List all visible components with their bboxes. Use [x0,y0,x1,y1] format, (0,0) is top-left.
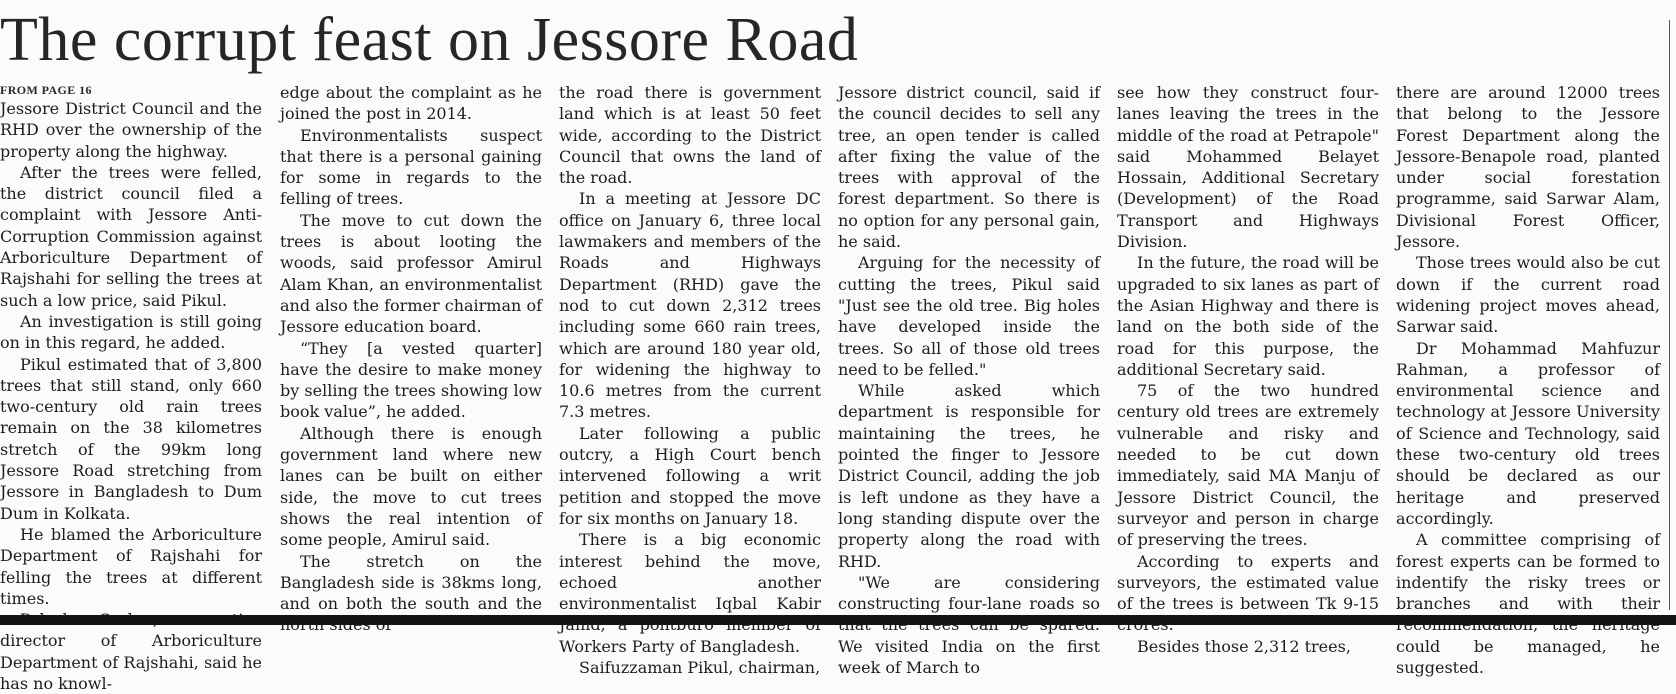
paragraph: There is a big economic interest behind the move, echoed another environmentalist Iqbal Kabir Workers Party of Bangladesh. [559,530,821,656]
paragraph: After the trees were felled, the district council filed a complaint with Jessore Anti-Corruption Commission against Arboriculture Department of Rajshahi for selling the trees at such a low price, said Pikul. [0,162,262,310]
paragraph: edge about the complaint as he joined the post in 2014. [280,83,542,124]
column-2 [280,82,542,612]
paragraph: Although there is enough government land where new lanes can be built on either side, the move to cut trees shows the real intention of some people, Amirul said. [280,423,542,550]
paragraph: the road there is government land which is at least 50 feet wide, according to the District Council that owns the land of the road. [559,83,821,188]
article-body [0,82,1660,694]
paragraph: Arguing for the necessity of cutting the trees, Pikul said "Just see the old tree. Big holes have developed inside the trees. So all of those old trees need to be felled." [838,253,1100,379]
paragraph: Those trees would also be cut down if the current road widening project moves ahead, Sarwar said. [1396,253,1660,337]
column-5 [1117,82,1379,656]
paragraph: The stretch on the Bangladesh side is 38kms long, and on both the south and the [280,551,542,614]
paragraph: Jessore district council, said if the council decides to sell any tree, an open tender is called after fixing the value of the trees with approval of the forest department. So there is no option for any personal gain, he said. [838,83,1100,252]
column-6 [1396,82,1660,678]
paragraph: Saifuzzaman Pikul, chairman, [579,658,821,678]
continued-from-label: FROM PAGE 16 [0,83,92,97]
column-3 [559,82,821,678]
column-4 [838,82,1100,678]
paragraph: A committee comprising of forest experts can be formed to indentify the risky trees or branches and with their could be managed, he suggested. [1396,530,1660,678]
paragraph: According to experts and surveyors, the estimated value of the trees is between Tk 9-15 [1117,551,1379,614]
paragraph: An investigation is still going on in this regard, he added. [0,311,262,353]
headline: The corrupt feast on Jessore Road [0,6,859,74]
paragraph: Pikul estimated that of 3,800 trees that still stand, only 660 two-century old rain trees remain on the 38 kilometres stretch of the 99km long Jessore Road stretching from Jessore in Bangladesh to Dum Dum in Kolkata. [0,354,262,523]
paragraph: “They [a vested quarter] have the desire to make money by selling the trees showing low book value”, he added. [280,338,542,422]
paragraph: Jessore District Council and the RHD over the ownership of the property along the highway. [0,99,262,161]
paragraph: director of Arboriculture Department of Rajshahi, said he has no knowl- [0,631,262,694]
page-edge-rule [1669,20,1670,610]
paragraph: "We are considering constructing four-lane roads so We visited India on the first week of March to [838,572,1100,678]
paragraph: see how they construct four-lanes leaving the trees in the middle of the road at Petrapole" said Mohammed Belayet Hossain, Additional Secretary (Development) of the Road Transport and Highways Division. [1117,83,1379,252]
paragraph: The move to cut down the trees is about looting the woods, said professor Amirul Alam Khan, an environmentalist and also the former chairman of Jessore education board. [280,210,542,337]
paragraph: In the future, the road will be upgraded to six lanes as part of the Asian Highway and there is land on the both side of the road for this purpose, the additional Secretary said. [1117,253,1379,379]
paragraph: He blamed the Arboriculture Department of Rajshahi for felling the trees at different times. [0,524,262,608]
column-1 [0,82,262,694]
bottom-border [0,615,1676,625]
paragraph: 75 of the two hundred century old trees are extremely vulnerable and risky and needed to be cut down immediately, said MA Manju of Jessore District Council, the surveyor and person in charge of preserving the trees. [1117,381,1379,550]
paragraph: In a meeting at Jessore DC office on January 6, three local lawmakers and members of the Roads and Highways Department (RHD) gave the nod to cut down 2,312 trees including some 660 rain trees, which are around 180 year old, for widening the highway to 10.6 metres from the current 7.3 metres. [559,189,821,422]
paragraph: there are around 12000 trees that belong to the Jessore Forest Department along the Jessore-Benapole road, planted under social forestation programme, said Sarwar Alam, Divisional Forest Officer, Jessore. [1396,83,1660,252]
paragraph: While asked which department is responsible for maintaining the trees, he pointed the finger to Jessore District Council, adding the job is left undone as they have a long standing dispute over the property along the road with RHD. [838,381,1100,571]
paragraph: Besides those 2,312 trees, [1137,636,1351,656]
paragraph: Dr Mohammad Mahfuzur Rahman, a professor of environmental science and technology at Jessore University of Science and Technology, said these two-century old trees should be declared as our heritage and preserved accordingly. [1396,338,1660,528]
paragraph: Environmentalists suspect that there is a personal gaining for some in regards to the felling of trees. [280,125,542,209]
paragraph: Later following a public outcry, a High Court bench intervened following a writ petition and stopped the move for six months on January 18. [559,423,821,528]
